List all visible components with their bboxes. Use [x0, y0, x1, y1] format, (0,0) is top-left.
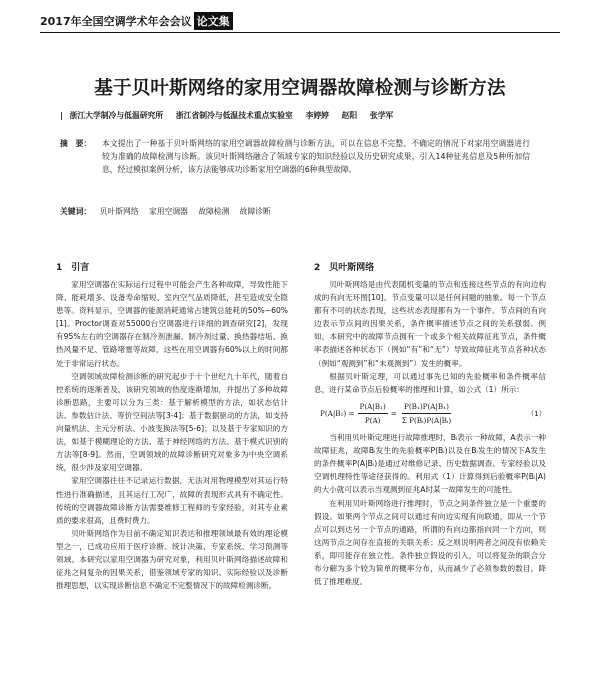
equation-fraction-2: [400, 400, 453, 427]
section-2-heading: 2 贝叶斯网络: [314, 263, 375, 273]
keywords-label: 关键词：: [60, 207, 92, 216]
section-2-paragraph: 贝叶斯网络是由代表随机变量的节点和连接这些节点的有向边构成的有向无环图[10]。节点变量可以是任何问题的抽象。每一个节点都有不可的状态表现，这些状态表现都有为一个事件。节点间的有向边表示节点间的因果关系，条件概率描述节点之间的关系强弱。例如，本研究中的故障节点拥有一个或多个相关故障征兆节点，条件概率表描述各种状态下（例如“有”和“无”）导致故障征兆节点各种状态（例如“观测到”和“未观测到”）发生的概率。: [314, 280, 546, 368]
collection-tag: 论文集: [194, 12, 233, 30]
section-2-paragraph: 根据贝叶斯定理，可以通过事先已知的先验概率和条件概率信息，进行某命节点后验概率的推理和计算，如公式（1）所示：: [314, 371, 546, 394]
equation-equals: =: [390, 408, 397, 418]
abstract: [60, 137, 530, 176]
section-2-paragraph: 当利用贝叶斯定理进行故障推理时，Bᵢ表示一种故障，A表示一种故障征兆，故障Bᵢ发生的先验概率P(Bᵢ)以及在Bᵢ发生的情况下A发生的条件概率P(A|Bᵢ)是通过对维修记录、历史数据调查、专家经验以及空调机理特性等途径获得的。利用式（1）计算得到后验概率P(Bᵢ|A)的大小就可以表示当观测到征兆A时某一故障发生的可能性。: [314, 433, 546, 495]
section-1-heading: 1 引言: [56, 263, 90, 273]
left-column: [56, 262, 288, 592]
abstract-label: 摘 要：: [60, 139, 92, 148]
keyword-item: 故障诊断: [239, 207, 271, 216]
paper-title: 基于贝叶斯网络的家用空调器故障检测与诊断方法: [94, 78, 506, 99]
section-2-paragraph: 在利用贝叶斯网络进行推理时，节点之间条件独立是一个重要的假设。如果两个节点之间可以通过有向边实现有向联通，即从一个节点可以到达另一个节点的通路，所谓的有向边都指向同一个方向，则这两节点之间存在直接的关联关系；反之则说明两者之间没有依赖关系，即可能存在独立性。条件独立假设的引入，可以将复杂的联合分布分解为多个较为简单的概率分布，从而减少了必须参数的数目，降低了推理难度。: [314, 498, 546, 587]
section-1-paragraph: 家用空调器在实际运行过程中可能会产生各种故障，导致性能下降、能耗增多、设备寿命缩短、室内空气品质降低，甚至造成安全隐患等。资料显示，空调器的能源消耗通常占建筑总能耗的50%~60%[1]。Proctor调查对55000台空调器进行详细的调查研究[2]，发现有95%左右的空调器存在制冷剂泄漏、制冷剂过量、换热器结垢、换热风量不足、管路堵塞等故障，这些在用空调器有60%以上的时间都处于非常运行状态。: [56, 280, 288, 368]
running-header: [40, 12, 560, 30]
abstract-text: 本文提出了一种基于贝叶斯网络的家用空调器故障检测与诊断方法，可以在信息不完整、不确定的情况下对家用空调器进行较为准确的故障检测与诊断。该贝叶斯网络融合了领域专家的知识经验以及历史研究成果，引入14种征兆信息及5种所加信息，经过模拟案例分析，该方法能够成功诊断家用空调器的6种典型故障。: [102, 139, 530, 174]
section-1-paragraph: 空调领域故障检测诊断的研究起步于十个世纪九十年代，随着自控系统的逐渐普及，该研究领域的热度逐渐增加，并提出了多种故障诊断思路，主要可以分为三类：基于解析模型的方法，如状态估计法、参数估计法、等价空间法等[3-4]；基于数据驱动的方法，如支持向量机法、主元分析法、小波变换法等[5-6]；以及基于专家知识的方法，如基于模糊理论的方法、基于神经网络的方法、基于模式识别的方法等[8-9]。然而，空调领域的故障诊断研究对象多为中央空调系统，很少涉及家用空调器。: [56, 371, 288, 473]
fraction-numerator: P(A|B₁): [358, 400, 388, 414]
keyword-item: 家用空调器: [148, 207, 188, 216]
author-2: 赵阳: [341, 111, 358, 120]
keywords: [60, 206, 530, 217]
author-3: 张学军: [369, 111, 394, 120]
bayes-equation: [320, 400, 546, 427]
equation-lhs: P(A|B₁) =: [320, 408, 355, 418]
right-column: [314, 262, 546, 588]
keyword-item: 贝叶斯网络: [99, 207, 139, 216]
keyword-item: 故障检测: [198, 207, 230, 216]
fraction-denominator: P(A): [364, 415, 381, 425]
equation-body: [320, 400, 453, 427]
equation-fraction-1: [358, 400, 388, 427]
running-title: 2017年全国空调学术年会会议: [40, 15, 192, 28]
affiliation-2: 浙江省制冷与低温技术重点实验室: [175, 111, 293, 120]
fraction-numerator: P(B₁)P(A|B₁): [402, 400, 451, 414]
section-1-paragraph: 家用空调器往往不记录运行数据，无法对用物理模型对其运行特性进行准确描述，且其运行工况广，故障的表现形式具有不确定性。传统的空调器故障诊断方法需要维修工程师的专家经验，对其专业素质的要求很高，且费时费力。: [56, 476, 288, 525]
header-divider: [40, 32, 560, 33]
affiliation-1: 浙江大学制冷与低温研究所: [69, 111, 164, 120]
fraction-denominator: Σ P(Bᵢ)P(A|Bᵢ): [401, 415, 452, 425]
section-1-paragraph: 贝叶斯网络作为目前不确定知识表达和推理领域最有效的理论模型之一，已成功应用于医疗诊断、统计决策、专家系统、学习预测等领域。本研究以家用空调器为研究对象，利用贝叶斯网络描述故障和征兆之间复杂的因果关系，借鉴领域专家的知识、实际经验以及诊断推理思想，以实现诊断信息不确定不完整情况下的故障检测诊断。: [56, 528, 288, 591]
author-1: 李婷婷: [305, 111, 329, 120]
authors-affiliation-line: | 浙江大学制冷与低温研究所 浙江省制冷与低温技术重点实验室 李婷婷 赵阳 张学军: [60, 111, 394, 120]
equation-number: （1）: [527, 408, 546, 418]
